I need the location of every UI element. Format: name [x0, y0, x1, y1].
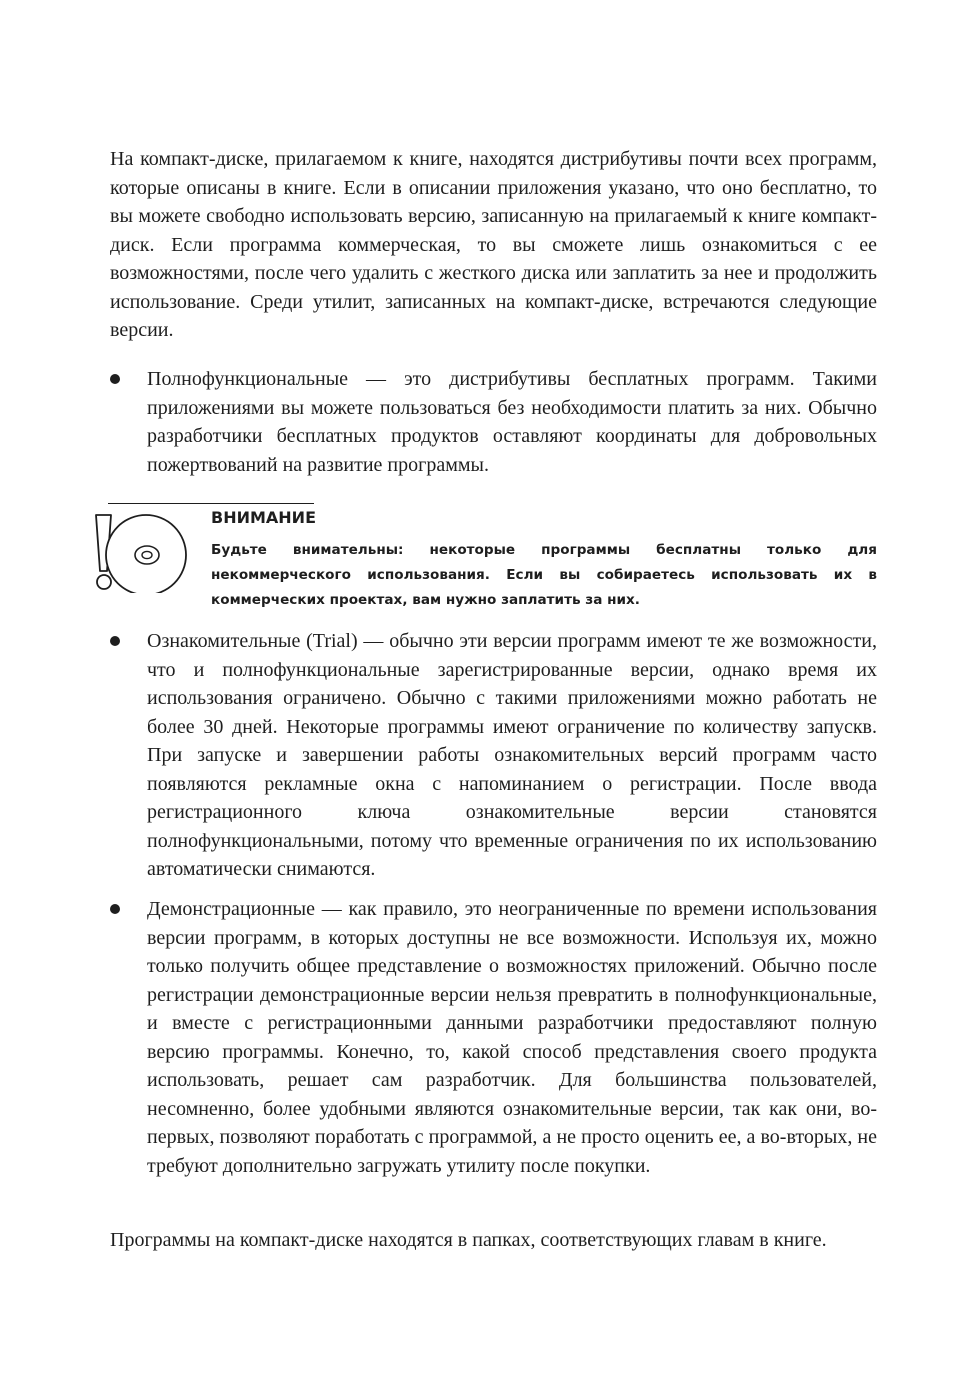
note-body: Будьте внимательны: некоторые программы бесплатны только для некоммерческого использования. Если вы собираетесь использовать их в коммерческих проектах, вам нужно заплатить за них. [211, 542, 877, 608]
note-divider [108, 503, 314, 504]
list-item [110, 627, 877, 884]
bullet-icon [110, 904, 120, 914]
list-item [110, 895, 877, 1180]
closing-paragraph: Программы на компакт-диске находятся в папках, соответствующих главам в книге. [110, 1229, 827, 1251]
note-title: ВНИМАНИЕ [211, 508, 316, 527]
list-item-text: Демонстрационные — как правило, это неограниченные по времени использования версии программ, в которых доступны не все возможности. Используя их, можно только получить общее представление о возможностях приложений. Обычно после регистрации демонстрационные версии нельзя превратить в полнофункциональные, и вместе с регистрационными данными разработчики предоставляют полную версию программы. Конечно, то, какой способ представления своего продукта использовать, решает сам разработчик. Для большинства пользователей, несомненно, более удобными являются ознакомительные версии, так как они, во-первых, позволяют поработать с программой, а не просто оценить ее, а во-вторых, не требуют дополнительно загружать утилиту после покупки. [147, 898, 877, 1177]
intro-paragraph: На компакт-диске, прилагаемом к книге, находятся дистрибутивы почти всех программ, которые описаны в книге. Если в описании приложения указано, что оно бесплатно, то вы можете свободно использовать версию, записанную на прилагаемый к книге компакт-диск. Если программа коммерческая, то вы сможете лишь ознакомиться с ее возможностями, после чего удалить с жесткого диска или заплатить за нее и продолжить использование. Среди утилит, записанных на компакт-диске, встречаются следующие версии. [110, 148, 877, 341]
bullet-icon [110, 636, 120, 646]
list-item-text: Ознакомительные (Trial) — обычно эти версии программ имеют те же возможности, что и полнофункциональные зарегистрированные версии, однако время их использования ограничено. Обычно с такими приложениями можно работать не более 30 дней. Некоторые программы имеют ограничение по количеству запускв. При запуске и завершении работы ознакомительных версий программ часто появляются рекламные окна с напоминанием о регистрации. После ввода регистрационного ключа ознакомительные версии становятся полнофункциональными, потому что временные ограничения по их использованию автоматически снимаются. [147, 630, 877, 880]
list-item-text: Полнофункциональные — это дистрибутивы бесплатных программ. Такими приложениями вы можете пользоваться без необходимости платить за них. Обычно разработчики бесплатных продуктов оставляют координаты для добровольных пожертвований на развитие программы. [147, 368, 877, 476]
warning-cd-icon [94, 513, 194, 593]
bullet-icon [110, 374, 120, 384]
list-item [110, 365, 877, 479]
